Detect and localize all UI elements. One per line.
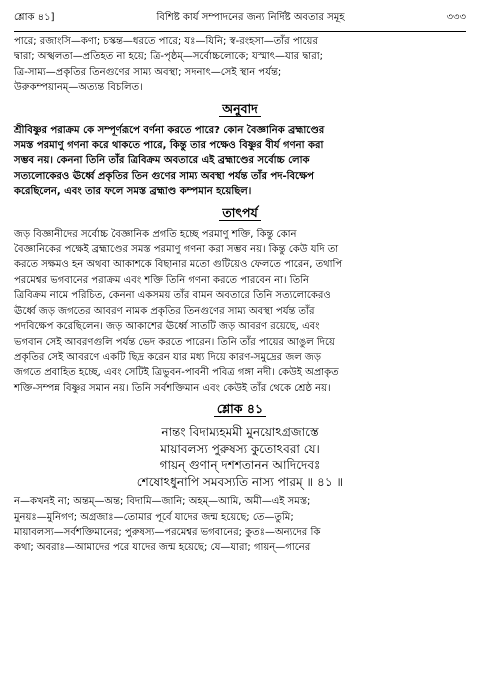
purport-line: ঊর্ধ্বে জড় জগতের আবরণ নামক প্রকৃতির তিনগুণের সাম্য অবস্থা পর্যন্ত তাঁর [14,305,315,317]
purport-line: পরমেশ্বর ভগবানের পরাক্রম এবং শক্তি তিনি গণনা করতে পারবেন না। তিনি [14,274,309,286]
translation-line: করেছিলেন, এবং তার ফলে সমস্ত ব্রহ্মাণ্ড কম্পমান হয়েছিল। [14,186,252,198]
header-verse-ref: শ্লোক ৪১] [14,12,55,23]
purport-line: শক্তি-সম্পন্ন বিষ্ণুর সমান নয়। তিনি সর্বশক্তিমান এবং কেউই তাঁর থেকে শ্রেষ্ঠ নয়। [14,382,331,394]
synonym-line: ন—কখনই না; অন্তম্—অন্ত; বিদামি—জানি; অহম্—আমি, অমী—এই সমস্ত; [14,496,311,508]
synonym-line: ত্রি-সাম্য—প্রকৃতির তিনগুণের সাম্য অবস্থা; সদনাৎ—সেই স্থান পর্যন্ত; [14,66,282,78]
purport-line: প্রকৃতির সেই আবরণে একটি ছিদ্র করেন যার মধ্য দিয়ে কারণ-সমুদ্রের জল জড় [14,351,322,363]
purport-line: ত্রিবিক্রম নামে পরিচিত, কেননা একসময় তাঁর বামন অবতারে তিনি সত্যলোকেরও [14,290,331,302]
synonym-line: মায়াবলস্য—সর্বশক্তিমানের; পুরুষস্য—পরমেশ্বর ভগবানের; কুতঃ—অন্যদের কি [14,526,321,538]
purport-line: করতে সক্ষমও হন অথবা আকাশকে বিছানার মতো গুটিয়েও ফেলতে পারেন, তথাপি [14,259,343,271]
header-chapter-title: বিশিষ্ট কার্য সম্পাদনের জন্য নির্দিষ্ট অবতার সমূহ [156,12,345,23]
translation-line: সমস্ত পরমাণু গণনা করে থাকতে পারে, কিন্তু তার পক্ষেও বিষ্ণুর বীর্য গণনা করা [14,140,324,152]
verse-line: মায়াবলস্য পুরুষস্য কুতোঽবরা যে। [160,441,320,456]
purport-line: জগতে প্রবাহিত হচ্ছে, এবং সেটিই ত্রিভুবন-পাবনী পবিত্র গঙ্গা নদী। কেউই অপ্রাকৃত [14,367,339,379]
translation-heading: অনুবাদ [14,101,466,121]
translation-line: সত্যলোকেরও ঊর্ধ্বে প্রকৃতির তিন গুণের সাম্য অবস্থা পর্যন্ত তাঁর পদ-বিক্ষেপ [14,170,314,182]
synonyms-top [14,34,466,96]
translation-text [14,123,466,200]
synonym-line: মুনয়ঃ—মুনিগণ; অগ্রজাঃ—তোমার পূর্বে যাদের জন্ম হয়েছে; তে—তুমি; [14,511,294,523]
verse-line: গায়ন্ গুণান্ দশশতানন আদিদেবঃ [159,458,321,473]
synonym-line: উরুকম্পয়ানম্—অত্যন্ত বিচলিত। [14,82,143,94]
purport-line: ভগবান সেই আবরণগুলি পর্যন্ত ভেদ করতে পারেন। তিনি তাঁর পায়ের আঙুল দিয়ে [14,336,335,348]
translation-line: সম্ভব নয়। কেননা তিনি তাঁর ত্রিবিক্রম অবতারে এই ব্রহ্মাণ্ডের সর্বোচ্চ লোক [14,155,310,167]
synonym-line: দ্বারা; অস্খলতা—প্রতিহত না হয়ে; ত্রি-পৃষ্ঠম্—সর্বোচ্চলোকে; যস্মাৎ—যার দ্বারা; [14,51,323,63]
purport-line: বৈজ্ঞানিকের পক্ষেই ব্রহ্মাণ্ডের সমস্ত পরমাণু গণনা করা সম্ভব নয়। কিন্তু কেউ যদি তা [14,244,339,256]
synonym-line: পারে; রজাংসি—কণা; চস্কন্ত—ধরতে পারে; যঃ—যিনি; স্ব-রংহসা—তাঁর পায়ের [14,36,318,47]
purport-line: জড় বিজ্ঞানীদের সর্বোচ্চ বৈজ্ঞানিক প্রগতি হচ্ছে পরমাণু শক্তি, কিন্তু কোন [14,228,297,240]
verse-line: নান্তং বিদাম্যহমমী মুনয়োঽগ্রজাস্তে [161,425,319,440]
page-header [14,8,466,32]
page [14,8,466,688]
purport-heading: তাৎপর্য [14,205,466,225]
synonym-line: কথা; অবরাঃ—আমাদের পরে যাদের জন্ম হয়েছে; যে—যারা; গায়ন্—গানের [14,542,311,554]
translation-line: শ্রীবিষ্ণুর পরাক্রম কে সম্পূর্ণরূপে বর্ণনা করতে পারে? কোন বৈজ্ঞানিক ব্রহ্মাণ্ডের [14,124,325,136]
verse-heading: শ্লোক ৪১ [14,401,466,421]
verse-text [14,424,466,490]
purport-text [14,227,466,396]
purport-line: পদবিক্ষেপ করেছিলেন। জড় আকাশের ঊর্ধ্বে সাতটি জড় আবরণ রয়েছে, এবং [14,321,320,333]
synonyms-bottom [14,494,466,556]
page-number: ৩৩৩ [446,12,466,23]
verse-line: শেষোঽধুনাপি সমবস্যতি নাস্য পারম্ ॥ ৪১ ॥ [136,474,344,489]
